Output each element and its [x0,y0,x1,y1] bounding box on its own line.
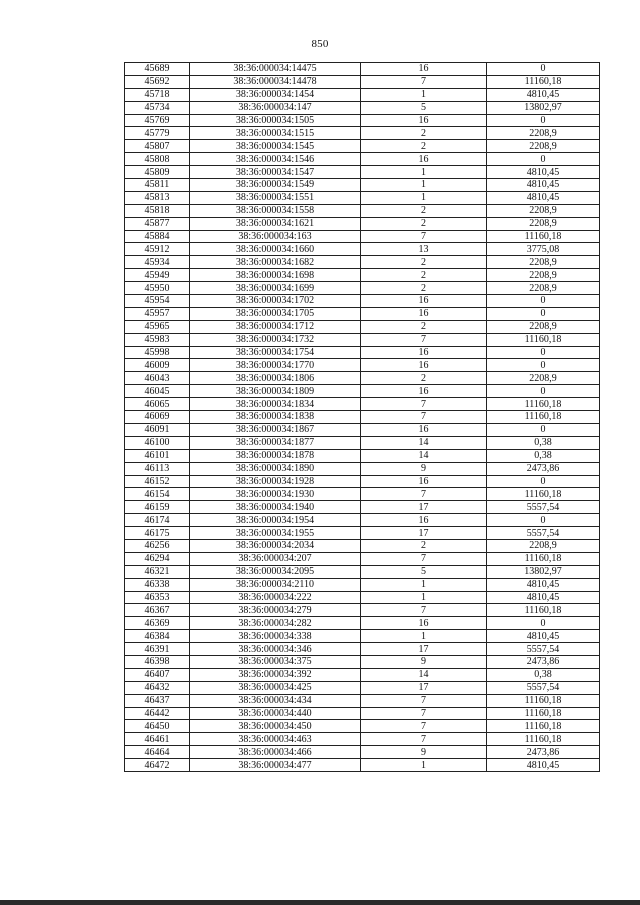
amount-cell: 0 [487,423,600,436]
object-id-cell: 45818 [125,204,190,217]
group-code-cell: 2 [361,217,487,230]
group-code-cell: 1 [361,630,487,643]
amount-cell: 11160,18 [487,720,600,733]
amount-cell: 0 [487,63,600,76]
group-code-cell: 16 [361,359,487,372]
table-row [125,385,600,398]
object-id-cell: 46043 [125,372,190,385]
table-row [125,475,600,488]
cadastral-number-cell: 38:36:000034:1454 [190,88,361,101]
amount-cell: 4810,45 [487,591,600,604]
cadastral-number-cell: 38:36:000034:1878 [190,449,361,462]
cadastral-number-cell: 38:36:000034:1621 [190,217,361,230]
cadastral-number-cell: 38:36:000034:1546 [190,153,361,166]
cadastral-number-cell: 38:36:000034:1515 [190,127,361,140]
amount-cell: 4810,45 [487,191,600,204]
group-code-cell: 1 [361,88,487,101]
group-code-cell: 16 [361,114,487,127]
group-code-cell: 7 [361,720,487,733]
object-id-cell: 45808 [125,153,190,166]
table-row [125,217,600,230]
object-id-cell: 45718 [125,88,190,101]
group-code-cell: 9 [361,655,487,668]
cadastral-number-cell: 38:36:000034:1682 [190,256,361,269]
cadastral-number-cell: 38:36:000034:1928 [190,475,361,488]
table-row [125,630,600,643]
object-id-cell: 46369 [125,617,190,630]
object-id-cell: 46175 [125,527,190,540]
object-id-cell: 46461 [125,733,190,746]
cadastral-number-cell: 38:36:000034:1698 [190,269,361,282]
cadastral-number-cell: 38:36:000034:1547 [190,166,361,179]
table-row [125,333,600,346]
cadastral-number-cell: 38:36:000034:1954 [190,514,361,527]
cadastral-number-cell: 38:36:000034:163 [190,230,361,243]
cadastral-number-cell: 38:36:000034:1955 [190,527,361,540]
table-row [125,539,600,552]
object-id-cell: 46432 [125,681,190,694]
table-row [125,514,600,527]
amount-cell: 11160,18 [487,411,600,424]
table-row [125,63,600,76]
object-id-cell: 45692 [125,75,190,88]
cadastral-number-cell: 38:36:000034:147 [190,101,361,114]
object-id-cell: 45998 [125,346,190,359]
amount-cell: 11160,18 [487,707,600,720]
group-code-cell: 1 [361,166,487,179]
cadastral-number-cell: 38:36:000034:1940 [190,501,361,514]
cadastral-number-cell: 38:36:000034:425 [190,681,361,694]
group-code-cell: 13 [361,243,487,256]
table-row [125,462,600,475]
group-code-cell: 2 [361,256,487,269]
group-code-cell: 16 [361,295,487,308]
cadastral-number-cell: 38:36:000034:346 [190,643,361,656]
table-row [125,320,600,333]
cadastral-number-cell: 38:36:000034:14475 [190,63,361,76]
amount-cell: 13802,97 [487,565,600,578]
group-code-cell: 2 [361,539,487,552]
object-id-cell: 45807 [125,140,190,153]
table-row [125,230,600,243]
group-code-cell: 1 [361,578,487,591]
amount-cell: 0 [487,114,600,127]
table-row [125,179,600,192]
object-id-cell: 45809 [125,166,190,179]
group-code-cell: 9 [361,462,487,475]
cadastral-number-cell: 38:36:000034:477 [190,759,361,772]
table-row [125,411,600,424]
table-row [125,759,600,772]
object-id-cell: 46391 [125,643,190,656]
cadastral-number-cell: 38:36:000034:14478 [190,75,361,88]
object-id-cell: 45689 [125,63,190,76]
table-body [125,63,600,772]
cadastral-number-cell: 38:36:000034:1732 [190,333,361,346]
cadastral-number-cell: 38:36:000034:222 [190,591,361,604]
object-id-cell: 46398 [125,655,190,668]
object-id-cell: 45813 [125,191,190,204]
group-code-cell: 7 [361,411,487,424]
cadastral-number-cell: 38:36:000034:1558 [190,204,361,217]
object-id-cell: 46065 [125,398,190,411]
table-row [125,501,600,514]
table-row [125,243,600,256]
table-row [125,101,600,114]
amount-cell: 4810,45 [487,578,600,591]
amount-cell: 13802,97 [487,101,600,114]
table-row [125,204,600,217]
object-id-cell: 45957 [125,307,190,320]
object-id-cell: 46384 [125,630,190,643]
amount-cell: 11160,18 [487,694,600,707]
object-id-cell: 46174 [125,514,190,527]
amount-cell: 4810,45 [487,759,600,772]
group-code-cell: 5 [361,101,487,114]
group-code-cell: 16 [361,475,487,488]
object-id-cell: 46472 [125,759,190,772]
table-row [125,565,600,578]
cadastral-number-cell: 38:36:000034:1660 [190,243,361,256]
object-id-cell: 45983 [125,333,190,346]
cadastral-number-cell: 38:36:000034:1505 [190,114,361,127]
group-code-cell: 2 [361,282,487,295]
object-id-cell: 45954 [125,295,190,308]
group-code-cell: 7 [361,333,487,346]
amount-cell: 4810,45 [487,166,600,179]
object-id-cell: 46113 [125,462,190,475]
table-row [125,488,600,501]
cadastral-number-cell: 38:36:000034:282 [190,617,361,630]
cadastral-number-cell: 38:36:000034:375 [190,655,361,668]
amount-cell: 2473,86 [487,746,600,759]
amount-cell: 2208,9 [487,217,600,230]
amount-cell: 5557,54 [487,643,600,656]
object-id-cell: 45884 [125,230,190,243]
group-code-cell: 16 [361,514,487,527]
amount-cell: 2473,86 [487,462,600,475]
table-row [125,643,600,656]
group-code-cell: 9 [361,746,487,759]
group-code-cell: 16 [361,63,487,76]
object-id-cell: 45779 [125,127,190,140]
group-code-cell: 2 [361,204,487,217]
group-code-cell: 16 [361,423,487,436]
amount-cell: 5557,54 [487,527,600,540]
amount-cell: 2208,9 [487,127,600,140]
amount-cell: 0 [487,346,600,359]
page-number: 850 [311,38,329,50]
object-id-cell: 46045 [125,385,190,398]
cadastral-number-cell: 38:36:000034:1867 [190,423,361,436]
scan-bottom-edge [0,900,640,905]
table-row [125,75,600,88]
table-row [125,436,600,449]
object-id-cell: 46101 [125,449,190,462]
table-row [125,707,600,720]
cadastral-number-cell: 38:36:000034:2110 [190,578,361,591]
amount-cell: 5557,54 [487,501,600,514]
object-id-cell: 46321 [125,565,190,578]
amount-cell: 11160,18 [487,75,600,88]
amount-cell: 4810,45 [487,88,600,101]
object-id-cell: 46338 [125,578,190,591]
amount-cell: 0 [487,475,600,488]
object-id-cell: 46256 [125,539,190,552]
amount-cell: 0 [487,307,600,320]
object-id-cell: 45877 [125,217,190,230]
amount-cell: 0 [487,385,600,398]
amount-cell: 3775,08 [487,243,600,256]
object-id-cell: 45734 [125,101,190,114]
amount-cell: 2208,9 [487,256,600,269]
object-id-cell: 45769 [125,114,190,127]
amount-cell: 11160,18 [487,398,600,411]
table-row [125,591,600,604]
cadastral-table [124,62,600,772]
group-code-cell: 16 [361,346,487,359]
table-row [125,372,600,385]
object-id-cell: 45912 [125,243,190,256]
cadastral-number-cell: 38:36:000034:1702 [190,295,361,308]
amount-cell: 11160,18 [487,488,600,501]
amount-cell: 2208,9 [487,269,600,282]
amount-cell: 2208,9 [487,320,600,333]
table-row [125,88,600,101]
amount-cell: 2208,9 [487,539,600,552]
cadastral-number-cell: 38:36:000034:1877 [190,436,361,449]
cadastral-number-cell: 38:36:000034:2095 [190,565,361,578]
table-row [125,269,600,282]
group-code-cell: 16 [361,617,487,630]
amount-cell: 0 [487,359,600,372]
group-code-cell: 17 [361,527,487,540]
group-code-cell: 1 [361,179,487,192]
amount-cell: 0 [487,617,600,630]
amount-cell: 0 [487,153,600,166]
table-row [125,527,600,540]
group-code-cell: 1 [361,759,487,772]
group-code-cell: 1 [361,591,487,604]
table-row [125,307,600,320]
group-code-cell: 2 [361,320,487,333]
group-code-cell: 2 [361,372,487,385]
group-code-cell: 16 [361,153,487,166]
table-row [125,398,600,411]
table-row [125,127,600,140]
table-row [125,359,600,372]
table-row [125,295,600,308]
cadastral-number-cell: 38:36:000034:392 [190,668,361,681]
object-id-cell: 46159 [125,501,190,514]
cadastral-number-cell: 38:36:000034:2034 [190,539,361,552]
cadastral-number-cell: 38:36:000034:1838 [190,411,361,424]
amount-cell: 11160,18 [487,333,600,346]
cadastral-number-cell: 38:36:000034:1806 [190,372,361,385]
cadastral-number-cell: 38:36:000034:279 [190,604,361,617]
cadastral-number-cell: 38:36:000034:463 [190,733,361,746]
cadastral-number-cell: 38:36:000034:1809 [190,385,361,398]
cadastral-number-cell: 38:36:000034:1930 [190,488,361,501]
group-code-cell: 1 [361,191,487,204]
amount-cell: 2208,9 [487,204,600,217]
amount-cell: 5557,54 [487,681,600,694]
table-row [125,153,600,166]
group-code-cell: 7 [361,552,487,565]
group-code-cell: 7 [361,694,487,707]
table-row [125,655,600,668]
cadastral-number-cell: 38:36:000034:434 [190,694,361,707]
group-code-cell: 7 [361,733,487,746]
group-code-cell: 7 [361,707,487,720]
group-code-cell: 7 [361,75,487,88]
table-row [125,140,600,153]
group-code-cell: 14 [361,668,487,681]
object-id-cell: 46294 [125,552,190,565]
group-code-cell: 14 [361,449,487,462]
amount-cell: 2473,86 [487,655,600,668]
table-row [125,733,600,746]
object-id-cell: 46442 [125,707,190,720]
table-row [125,346,600,359]
group-code-cell: 7 [361,488,487,501]
table-row [125,191,600,204]
object-id-cell: 45811 [125,179,190,192]
table-row [125,694,600,707]
group-code-cell: 7 [361,398,487,411]
table-row [125,604,600,617]
group-code-cell: 5 [361,565,487,578]
cadastral-number-cell: 38:36:000034:450 [190,720,361,733]
cadastral-number-cell: 38:36:000034:440 [190,707,361,720]
amount-cell: 0,38 [487,436,600,449]
object-id-cell: 46464 [125,746,190,759]
cadastral-number-cell: 38:36:000034:1770 [190,359,361,372]
table-row [125,681,600,694]
amount-cell: 11160,18 [487,552,600,565]
group-code-cell: 16 [361,307,487,320]
amount-cell: 11160,18 [487,230,600,243]
object-id-cell: 46367 [125,604,190,617]
group-code-cell: 17 [361,643,487,656]
table-row [125,166,600,179]
amount-cell: 0 [487,514,600,527]
object-id-cell: 45950 [125,282,190,295]
amount-cell: 2208,9 [487,140,600,153]
cadastral-number-cell: 38:36:000034:1545 [190,140,361,153]
cadastral-number-cell: 38:36:000034:1890 [190,462,361,475]
object-id-cell: 45949 [125,269,190,282]
amount-cell: 2208,9 [487,282,600,295]
object-id-cell: 46069 [125,411,190,424]
table-row [125,617,600,630]
table-row [125,578,600,591]
object-id-cell: 45934 [125,256,190,269]
cadastral-number-cell: 38:36:000034:1551 [190,191,361,204]
table-row [125,282,600,295]
object-id-cell: 46437 [125,694,190,707]
object-id-cell: 46152 [125,475,190,488]
cadastral-number-cell: 38:36:000034:1705 [190,307,361,320]
table-row [125,114,600,127]
amount-cell: 11160,18 [487,604,600,617]
cadastral-number-cell: 38:36:000034:1712 [190,320,361,333]
table-row [125,552,600,565]
object-id-cell: 46100 [125,436,190,449]
table-row [125,720,600,733]
group-code-cell: 2 [361,127,487,140]
group-code-cell: 7 [361,604,487,617]
amount-cell: 4810,45 [487,630,600,643]
group-code-cell: 14 [361,436,487,449]
object-id-cell: 45965 [125,320,190,333]
table-row [125,668,600,681]
cadastral-number-cell: 38:36:000034:1834 [190,398,361,411]
object-id-cell: 46009 [125,359,190,372]
cadastral-number-cell: 38:36:000034:1754 [190,346,361,359]
object-id-cell: 46450 [125,720,190,733]
amount-cell: 11160,18 [487,733,600,746]
cadastral-number-cell: 38:36:000034:1699 [190,282,361,295]
cadastral-number-cell: 38:36:000034:338 [190,630,361,643]
object-id-cell: 46091 [125,423,190,436]
cadastral-number-cell: 38:36:000034:466 [190,746,361,759]
amount-cell: 4810,45 [487,179,600,192]
cadastral-number-cell: 38:36:000034:207 [190,552,361,565]
amount-cell: 2208,9 [487,372,600,385]
table-row [125,449,600,462]
group-code-cell: 16 [361,385,487,398]
group-code-cell: 7 [361,230,487,243]
amount-cell: 0,38 [487,449,600,462]
group-code-cell: 2 [361,140,487,153]
object-id-cell: 46407 [125,668,190,681]
table-row [125,746,600,759]
table-row [125,423,600,436]
group-code-cell: 2 [361,269,487,282]
table-row [125,256,600,269]
group-code-cell: 17 [361,501,487,514]
object-id-cell: 46353 [125,591,190,604]
amount-cell: 0 [487,295,600,308]
cadastral-number-cell: 38:36:000034:1549 [190,179,361,192]
object-id-cell: 46154 [125,488,190,501]
group-code-cell: 17 [361,681,487,694]
amount-cell: 0,38 [487,668,600,681]
